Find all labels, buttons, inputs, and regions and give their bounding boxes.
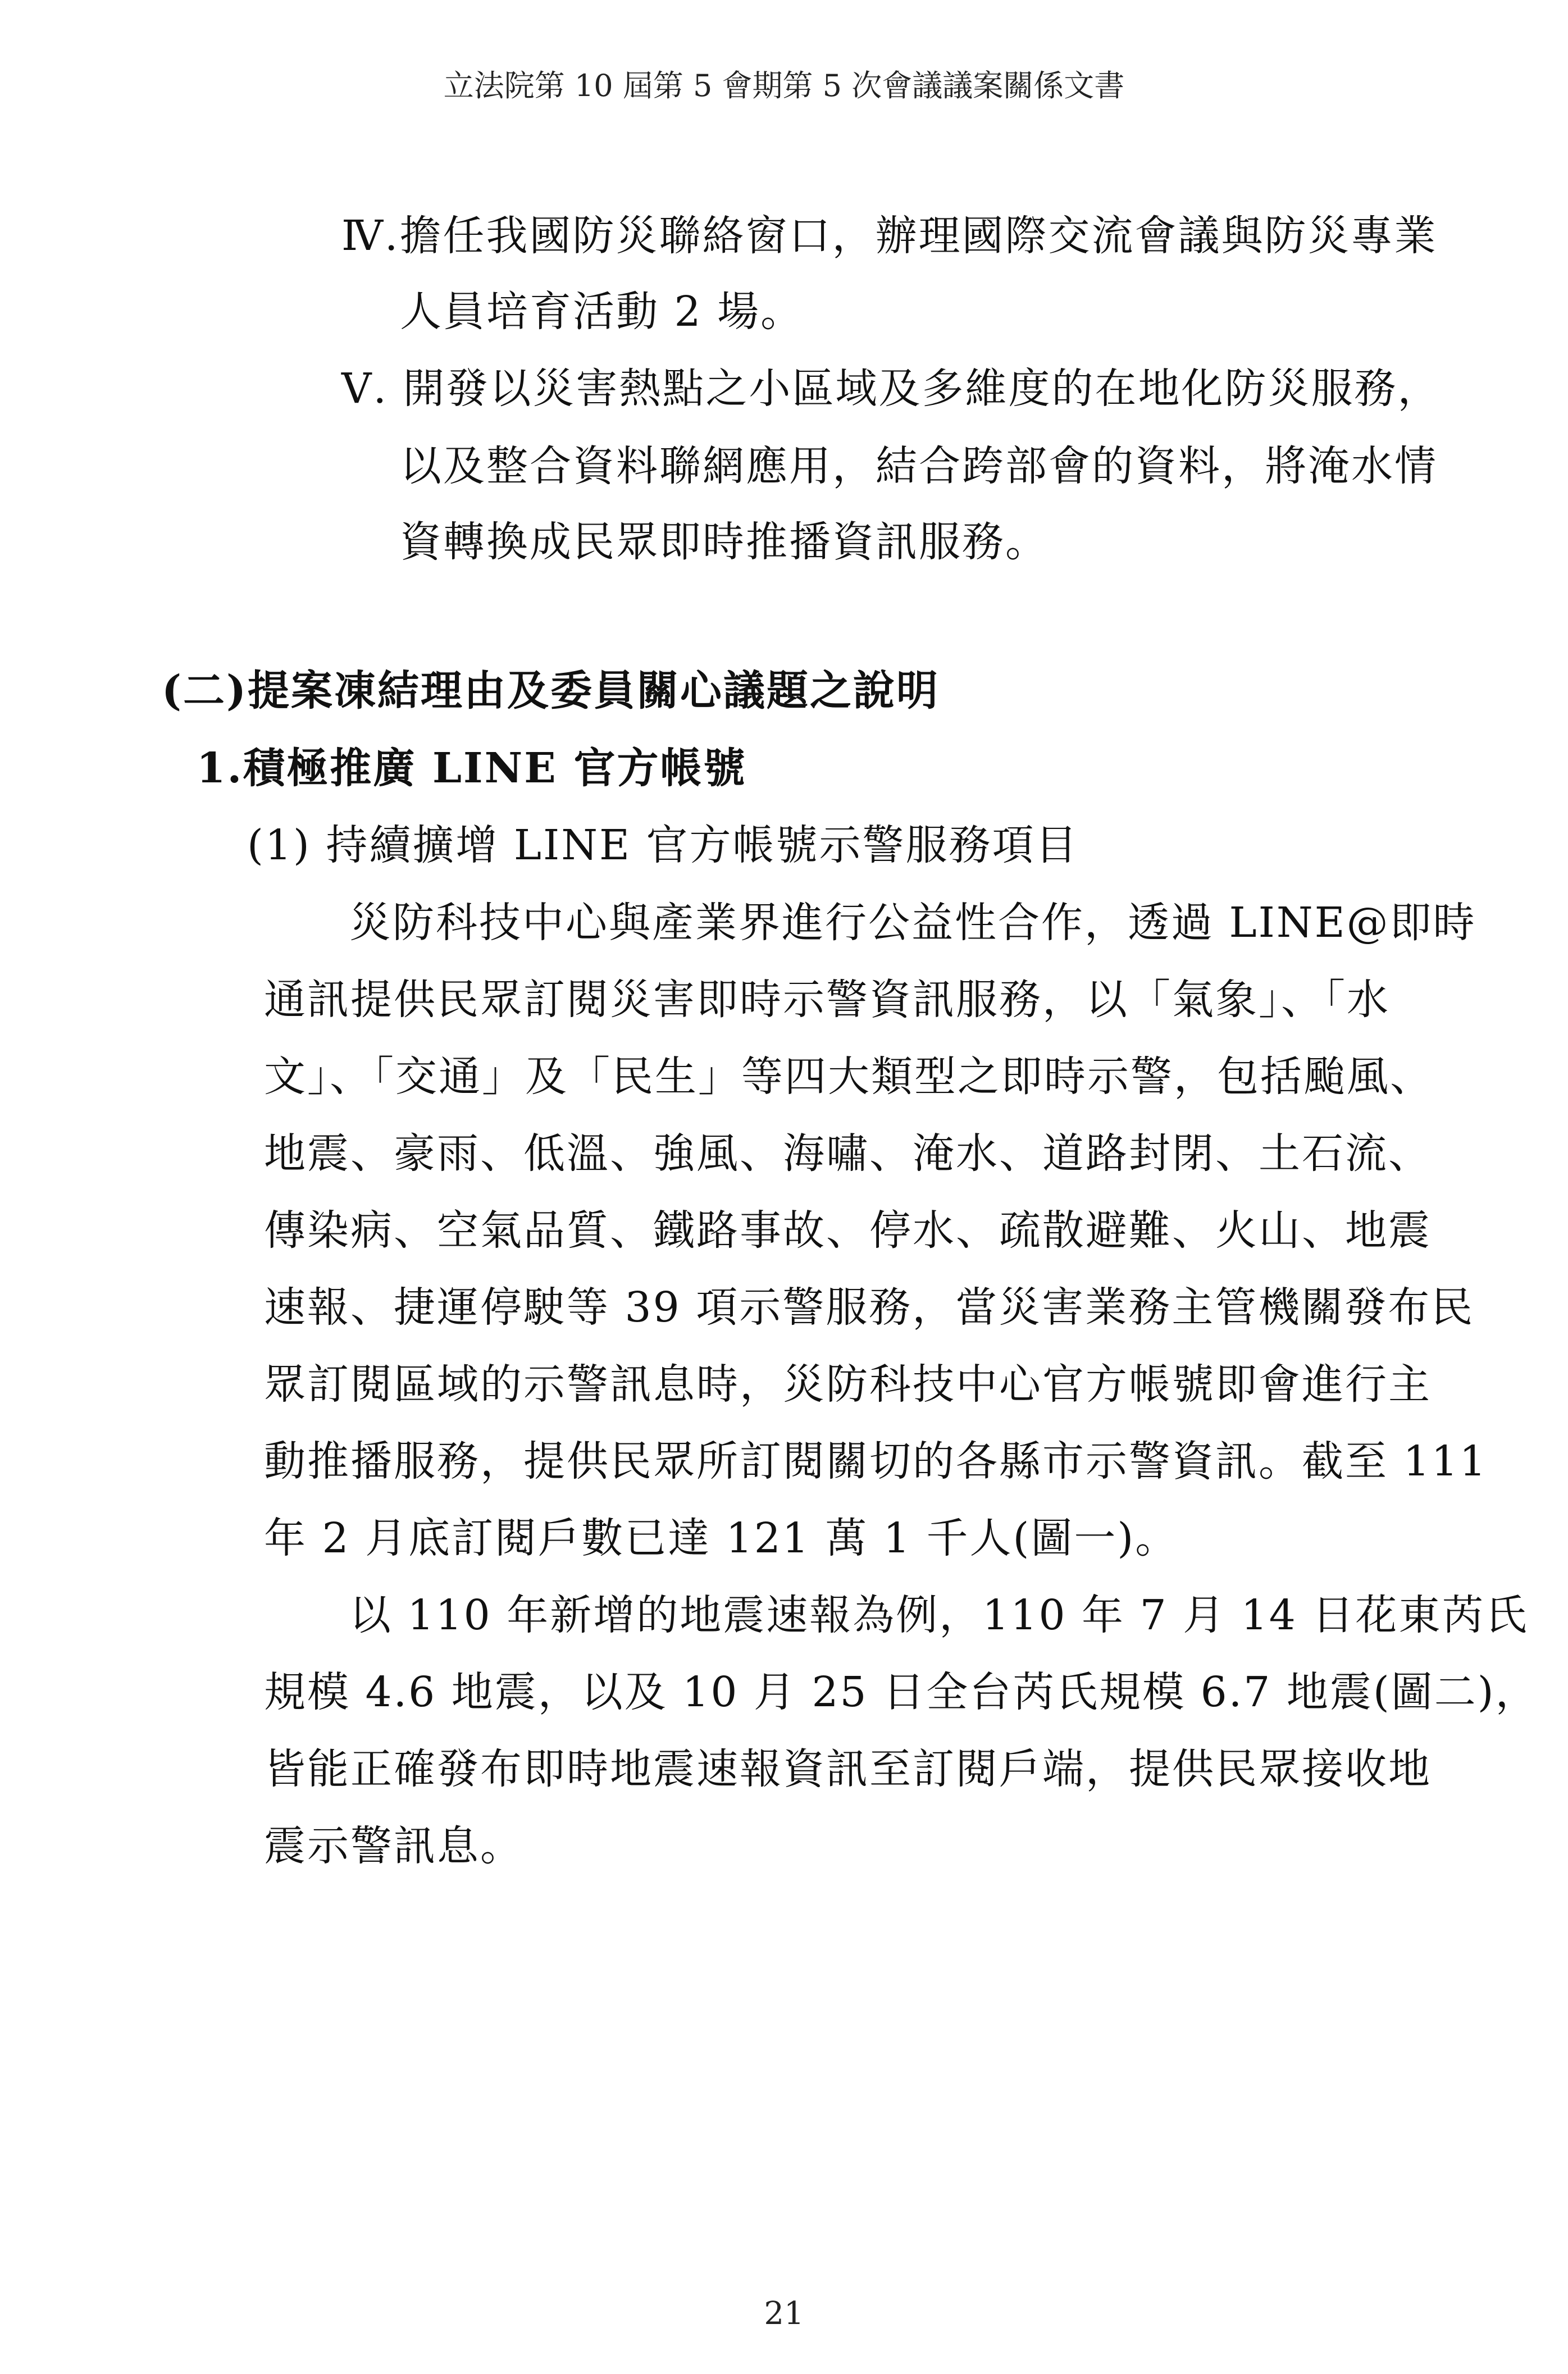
subsection-heading: 1.積極推廣 LINE 官方帳號 — [197, 744, 747, 792]
paragraph-2-line-2: 規模 4.6 地震，以及 10 月 25 日全台芮氏規模 6.7 地震(圖二)， — [264, 1668, 1539, 1716]
item-5-line-1: Ⅴ. 開發以災害熱點之小區域及多維度的在地化防災服務， — [341, 364, 1441, 413]
section-heading: (二)提案凍結理由及委員關心議題之說明 — [162, 667, 940, 715]
item-5-line-2: 以及整合資料聯網應用，結合跨部會的資料，將淹水情 — [400, 442, 1438, 490]
subsubsection-heading: (1) 持續擴增 LINE 官方帳號示警服務項目 — [247, 821, 1079, 869]
paragraph-1-line-2: 通訊提供民眾訂閱災害即時示警資訊服務，以「氣象」、「水 — [264, 976, 1390, 1024]
item-5-line-3: 資轉換成民眾即時推播資訊服務。 — [400, 518, 1049, 566]
paragraph-1-line-1: 災防科技中心與產業界進行公益性合作，透過 LINE@即時 — [349, 899, 1476, 947]
paragraph-1-line-7: 眾訂閱區域的示警訊息時，災防科技中心官方帳號即會進行主 — [264, 1360, 1432, 1409]
item-4-line-1: Ⅳ.擔任我國防災聯絡窗口，辦理國際交流會議與防災專業 — [341, 212, 1438, 260]
paragraph-1-line-8: 動推播服務，提供民眾所訂閱關切的各縣市示警資訊。截至 111 — [264, 1437, 1488, 1486]
page-header: 立法院第 10 屆第 5 會期第 5 次會議議案關係文書 — [443, 68, 1125, 103]
paragraph-1-line-9: 年 2 月底訂閱戶數已達 121 萬 1 千人(圖一)。 — [264, 1514, 1179, 1562]
paragraph-2-line-3: 皆能正確發布即時地震速報資訊至訂閱戶端，提供民眾接收地 — [264, 1745, 1432, 1793]
item-4-line-2: 人員培育活動 2 場。 — [400, 288, 804, 336]
paragraph-1-line-4: 地震、豪雨、低溫、強風、海嘯、淹水、道路封閉、土石流、 — [264, 1129, 1432, 1178]
paragraph-2-line-4: 震示警訊息。 — [264, 1822, 523, 1870]
paragraph-1-line-3: 文」、「交通」及「民生」等四大類型之即時示警，包括颱風、 — [264, 1052, 1433, 1101]
paragraph-1-line-6: 速報、捷運停駛等 39 項示警服務，當災害業務主管機關發布民 — [264, 1283, 1475, 1332]
paragraph-2-line-1: 以 110 年新增的地震速報為例，110 年 7 月 14 日花東芮氏 — [349, 1591, 1529, 1639]
page-number: 21 — [764, 2295, 804, 2332]
paragraph-1-line-5: 傳染病、空氣品質、鐵路事故、停水、疏散避難、火山、地震 — [264, 1206, 1432, 1255]
